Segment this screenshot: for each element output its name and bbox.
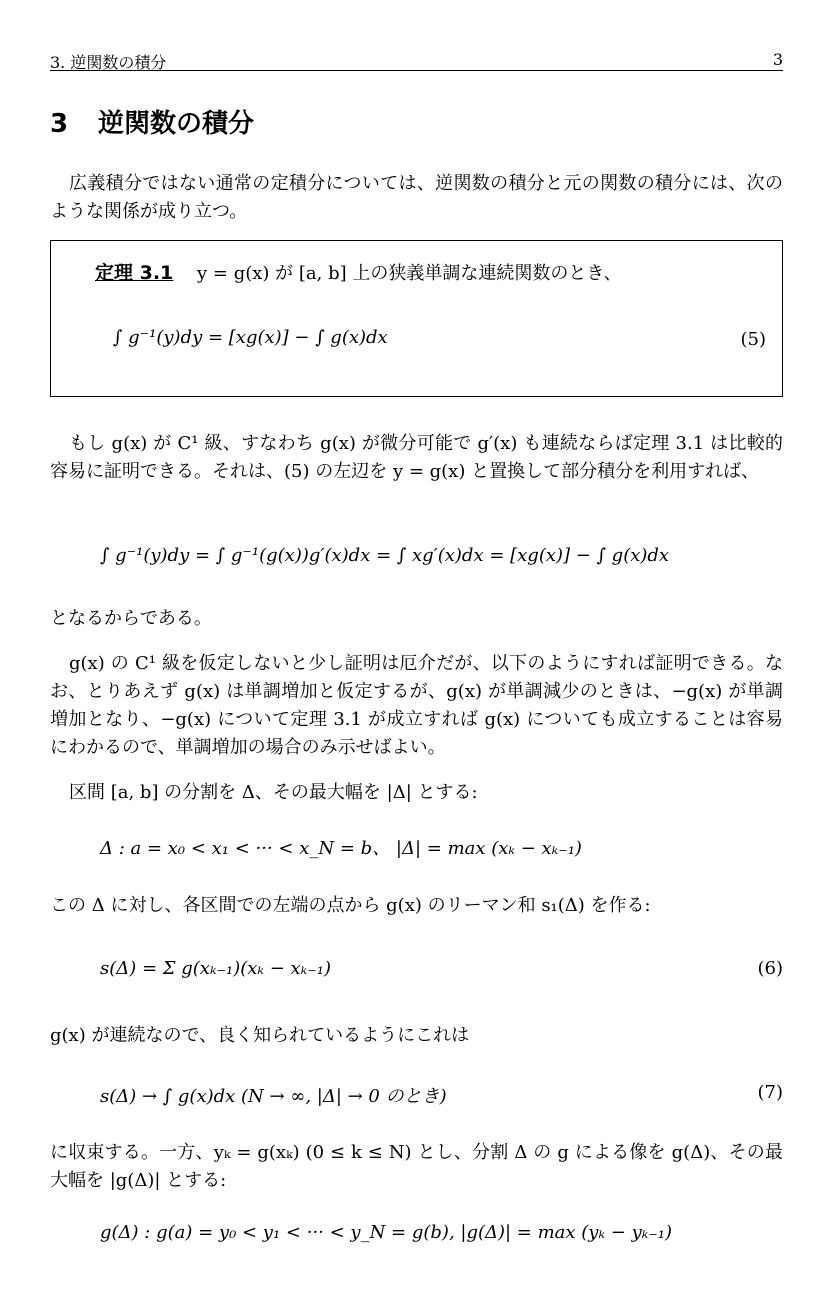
section-number: 3 <box>50 109 69 139</box>
continuity-paragraph: g(x) が連続なので、良く知られているようにこれは <box>50 1025 470 1046</box>
section-heading <box>50 103 254 140</box>
section-title: 逆関数の積分 <box>98 109 255 139</box>
conclusion-line: となるからである。 <box>50 608 212 629</box>
page-number: 3 <box>772 50 783 69</box>
riemann-sum-equation: s(Δ) = Σ g(xₖ₋₁)(xₖ − xₖ₋₁) <box>100 958 331 979</box>
partition-equation: Δ : a = x₀ < x₁ < ··· < x_N = b、 |Δ| = max (xₖ − xₖ₋₁) <box>100 838 582 859</box>
chain-equation: ∫ g⁻¹(y)dy = ∫ g⁻¹(g(x))g′(x)dx = ∫ xg′(x)dx = [xg(x)] − ∫ g(x)dx <box>100 545 670 566</box>
header-rule <box>50 70 783 71</box>
theorem-box <box>50 240 783 397</box>
theorem-statement: y = g(x) が [a, b] 上の狭義単調な連続関数のとき、 <box>197 263 622 284</box>
limit-equation: s(Δ) → ∫ g(x)dx (N → ∞, |Δ| → 0 のとき) <box>100 1086 447 1107</box>
equation-number-7: (7) <box>757 1082 783 1103</box>
intro-paragraph: 広義積分ではない通常の定積分については、逆関数の積分と元の関数の積分には、次のような関係が成り立つ。 <box>50 173 783 222</box>
image-paragraph: に収束する。一方、yₖ = g(xₖ) (0 ≤ k ≤ N) とし、分割 Δ の g による像を g(Δ)、その最大幅を |g(Δ)| とする: <box>50 1142 783 1191</box>
equation-number-6: (6) <box>757 958 783 979</box>
equation-number-5: (5) <box>740 329 766 350</box>
theorem-label: 定理 3.1 <box>95 262 174 284</box>
general-proof-paragraph: g(x) の C¹ 級を仮定しないと少し証明は厄介だが、以下のようにすれば証明できる。なお、とりあえず g(x) は単調増加と仮定するが、g(x) が単調減少のときは、−g(x) が単調増加となり、−g(x) について定理 3.1 が成立すれば g(x) についても成立することは容易にわかるので、単調増加の場合のみ示せばよい。 <box>50 653 783 758</box>
theorem-equation: ∫ g⁻¹(y)dy = [xg(x)] − ∫ g(x)dx <box>113 327 388 348</box>
proof-paragraph: もし g(x) が C¹ 級、すなわち g(x) が微分可能で g′(x) も連続ならば定理 3.1 は比較的容易に証明できる。それは、(5) の左辺を y = g(x) と置換して部分積分を利用すれば、 <box>50 433 783 482</box>
theorem-header <box>95 258 622 285</box>
running-header-title: 3. 逆関数の積分 <box>50 53 167 72</box>
image-partition-equation: g(Δ) : g(a) = y₀ < y₁ < ··· < y_N = g(b), |g(Δ)| = max (yₖ − yₖ₋₁) <box>100 1222 673 1243</box>
riemann-paragraph: この Δ に対し、各区間での左端の点から g(x) のリーマン和 s₁(Δ) を作る: <box>50 895 651 916</box>
partition-paragraph: 区間 [a, b] の分割を Δ、その最大幅を |Δ| とする: <box>69 782 478 803</box>
